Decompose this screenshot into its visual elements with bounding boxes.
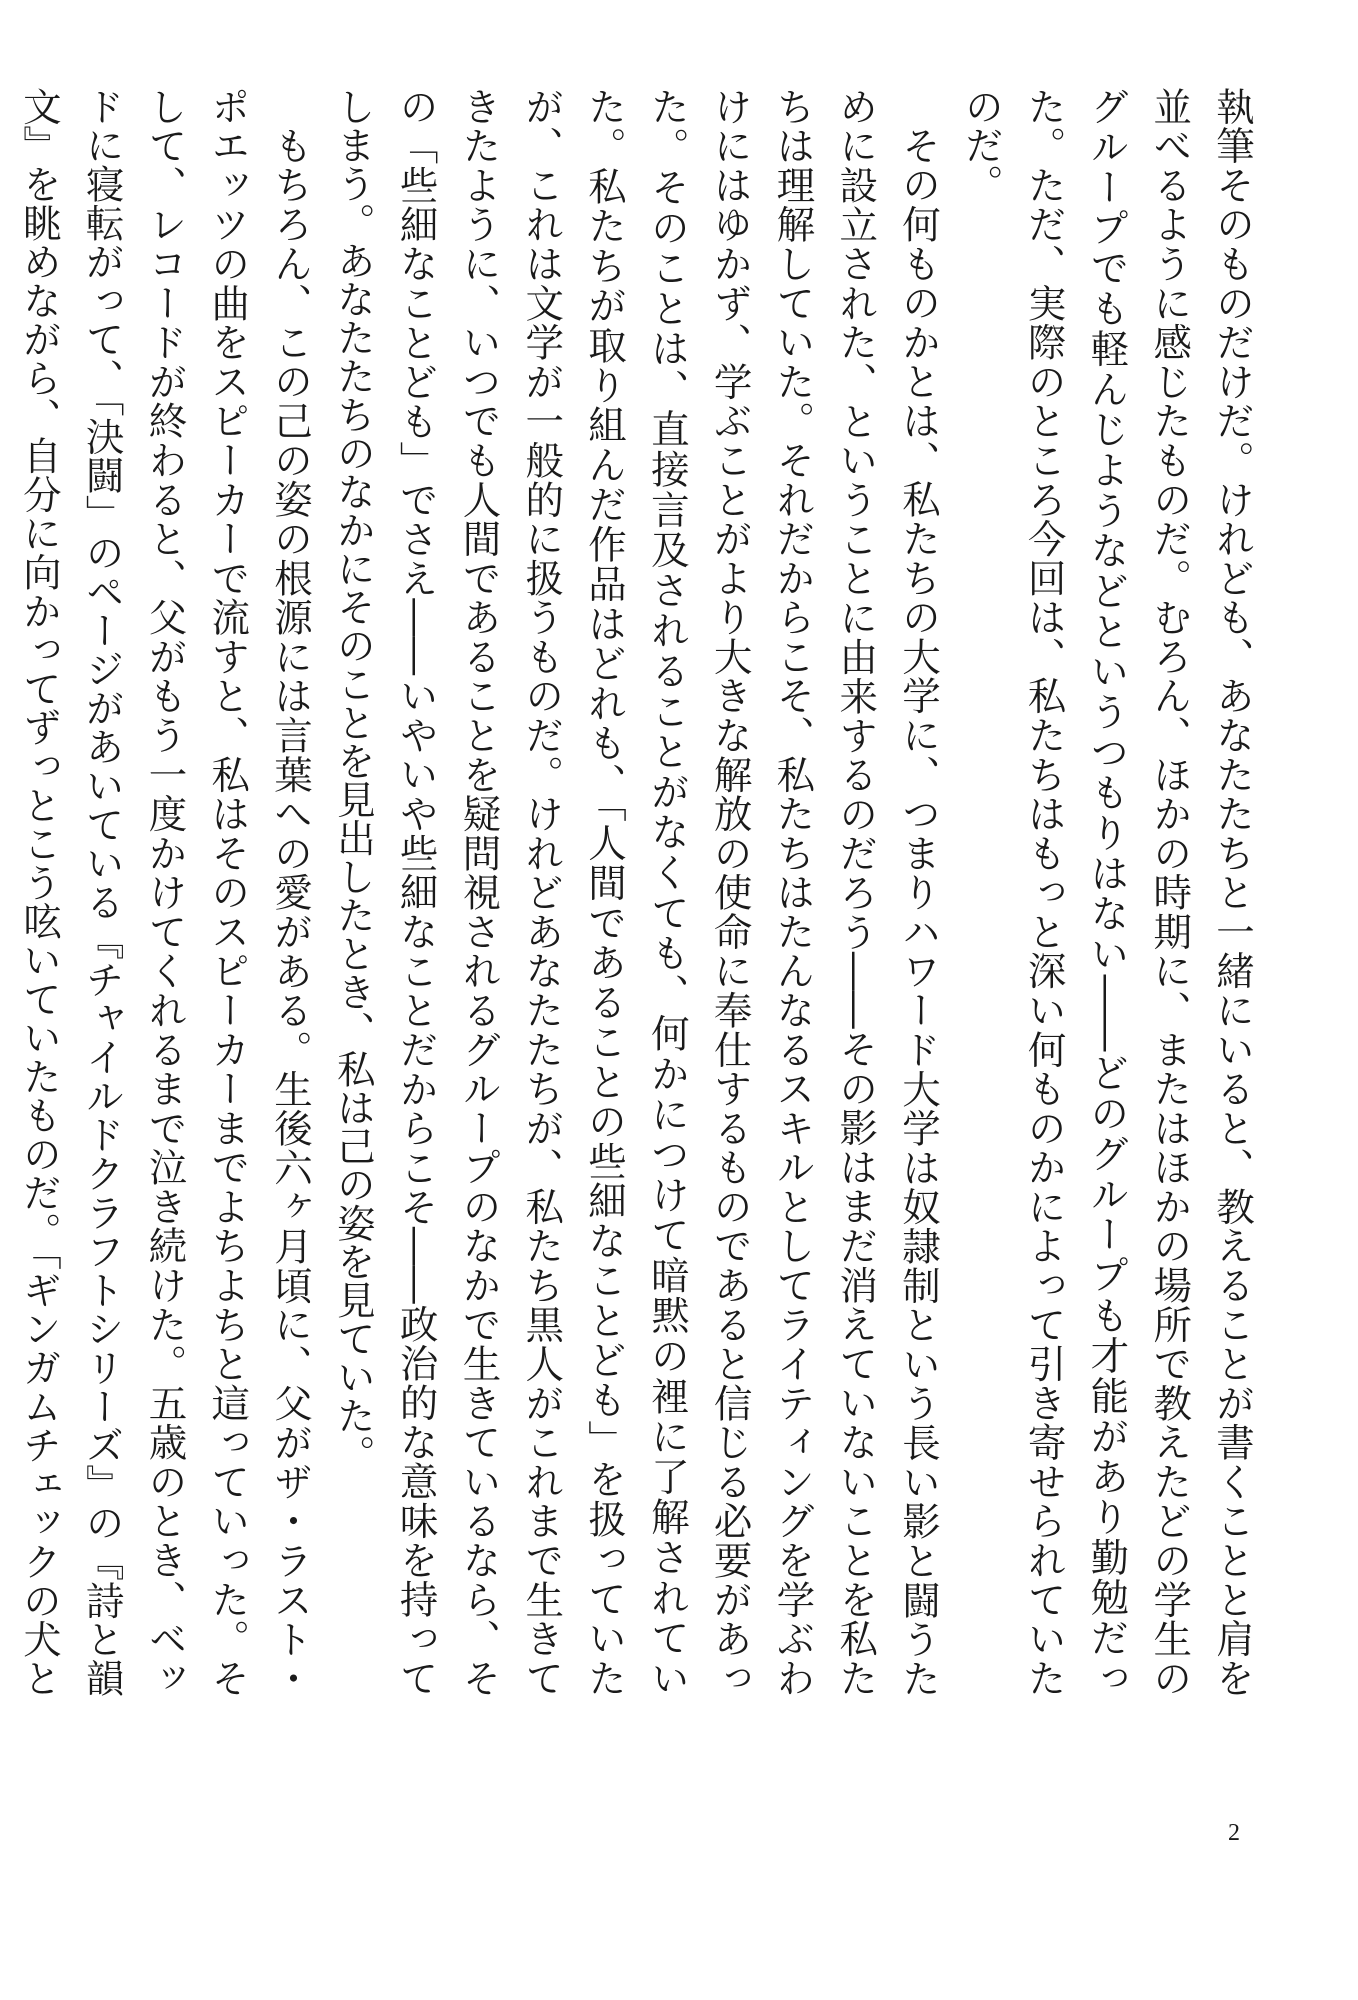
- paragraph-1: 執筆そのものだけだ。けれども、あなたたちと一緒にいると、教えることが書くことと肩を並べるように感じたものだ。むろん、ほかの時期に、またはほかの場所で教えたどの学生のグループでも軽んじようなどというつもりはない――どのグループも才能があり勤勉だった。ただ、実際のところ今回は、私たちはもっと深い何ものかによって引き寄せられていたのだ。: [958, 87, 1255, 1697]
- paragraph-2: その何ものかとは、私たちの大学に、つまりハワード大学は奴隷制という長い影と闘うために設立された、ということに由来するのだろう――その影はまだ消えていないことを私たちは理解していた。それだからこそ、私たちはたんなるスキルとしてライティングを学ぶわけにはゆかず、学ぶことがより大きな解放の使命に奉仕するものであると信じる必要があった。そのことは、直接言及されることがなくても、何かにつけて暗黙の裡に了解されていた。私たちが取り組んだ作品はどれも、「人間であることの些細なことども」を扱っていたが、これは文学が一般的に扱うものだ。けれどあなたたちが、私たち黒人がこれまで生きてきたように、いつでも人間であることを疑問視されるグループのなかで生きているなら、その「些細なことども」でさえ――いやいや些細なことだからこそ――政治的な意味を持ってしまう。あなたたちのなかにそのことを見出したとき、私は己の姿を見ていた。: [330, 87, 942, 1698]
- paragraph-3: もちろん、この己の姿の根源には言葉への愛がある。生後六ヶ月頃に、父がザ・ラスト・ポエッツの曲をスピーカーで流すと、私はそのスピーカーまでよちよちと這っていった。そして、レコードが終わると、父がもう一度かけてくれるまで泣き続けた。五歳のとき、ベッドに寝転がって、「決闘」のページがあいている『チャイルドクラフトシリーズ』の『詩と韻文』を眺めながら、自分に向かってずっとこう呟いていたものだ。「ギンガムチェックの犬と: [16, 87, 314, 1698]
- page-number: 2: [1228, 1820, 1240, 1846]
- body-text: [16, 87, 1263, 1698]
